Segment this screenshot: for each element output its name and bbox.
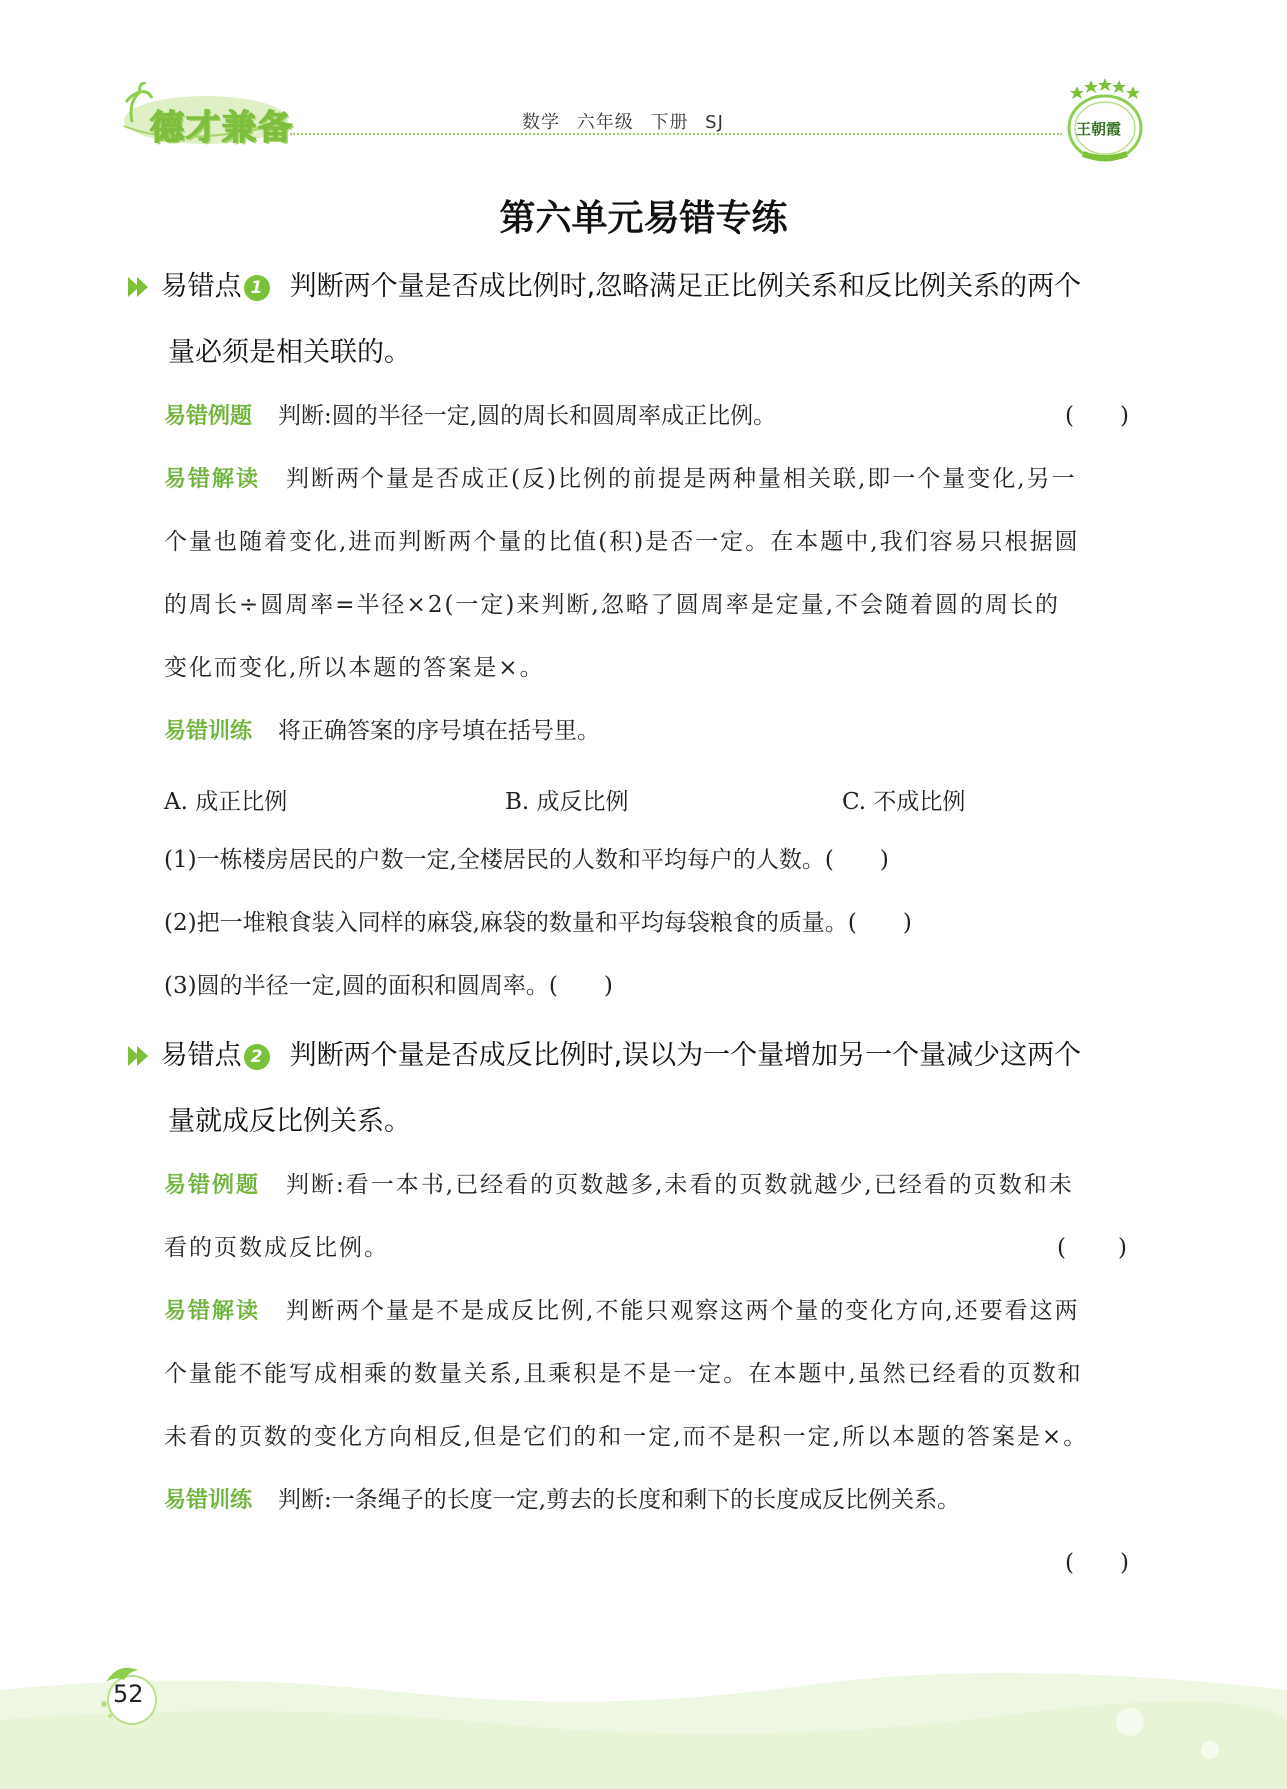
error-point-label: 易错点 [160, 1040, 242, 1071]
analysis-label: 易错解读 [164, 467, 261, 492]
number-badge-2: 2 [244, 1044, 270, 1070]
training-1-text: 将正确答案的序号填在括号里。 [278, 718, 601, 744]
question-2: (2)把一堆粮食装入同样的麻袋,麻袋的数量和平均每袋粮食的质量。( ) [164, 910, 912, 936]
example-1-text: 判断:圆的半径一定,圆的周长和圆周率成正比例。 [278, 403, 777, 429]
error-point-2-heading [128, 1023, 1128, 1089]
error-point-label: 易错点 [160, 271, 242, 302]
question-1: (1)一栋楼房居民的户数一定,全楼居民的人数和平均每户的人数。( ) [164, 847, 889, 873]
double-arrow-icon [128, 1025, 152, 1047]
brand-logo-text: 德才兼备 [150, 108, 294, 148]
example-label: 易错例题 [164, 1173, 261, 1198]
option-a: A. 成正比例 [164, 789, 288, 815]
option-c: C. 不成比例 [842, 789, 966, 815]
page-number: 52 [113, 1680, 144, 1708]
seal-text: 王朝霞 [1076, 120, 1122, 138]
analysis-2-line1: 判断两个量是不是成反比例,不能只观察这两个量的变化方向,还要看这两 [286, 1298, 1080, 1324]
page-title: 第六单元易错专练 [499, 198, 788, 239]
error-point-1-text: 判断两个量是否成比例时,忽略满足正比例关系和反比例关系的两个 [289, 271, 1082, 302]
number-badge-1: 1 [244, 275, 270, 301]
answer-paren[interactable]: ( ) [1065, 403, 1129, 429]
training-2 [164, 1469, 1129, 1532]
subject-line: 数学 六年级 下册 SJ [522, 112, 724, 133]
analysis-1-line2: 个量也随着变化,进而判断两个量的比值(积)是否一定。在本题中,我们容易只根据圆 [164, 529, 1080, 555]
error-point-1-text-cont: 量必须是相关联的。 [168, 337, 411, 368]
analysis-1 [164, 448, 1129, 700]
analysis-2-line2: 个量能不能写成相乘的数量关系,且乘积是不是一定。在本题中,虽然已经看的页数和 [164, 1361, 1083, 1387]
question-3: (3)圆的半径一定,圆的面积和圆周率。( ) [164, 973, 613, 999]
answer-paren[interactable]: ( ) [1057, 1235, 1129, 1261]
answer-paren[interactable]: ( ) [1065, 1550, 1129, 1576]
analysis-label: 易错解读 [164, 1299, 261, 1324]
example-1 [164, 385, 1129, 448]
training-2-text: 判断:一条绳子的长度一定,剪去的长度和剩下的长度成反比例关系。 [278, 1487, 961, 1513]
error-point-2-text-cont: 量就成反比例关系。 [168, 1106, 411, 1137]
training-label: 易错训练 [164, 1488, 253, 1513]
analysis-1-line3: 的周长÷圆周率=半径×2(一定)来判断,忽略了圆周率是定量,不会随着圆的周长的 [164, 592, 1061, 618]
analysis-1-line4: 变化而变化,所以本题的答案是×。 [164, 655, 545, 681]
analysis-1-line1: 判断两个量是否成正(反)比例的前提是两种量相关联,即一个量变化,另一 [286, 466, 1077, 492]
option-b: B. 成反比例 [505, 789, 629, 815]
error-point-2-text: 判断两个量是否成反比例时,误以为一个量增加另一个量减少这两个 [289, 1040, 1082, 1071]
footer-decoration [0, 1650, 1287, 1789]
training-label: 易错训练 [164, 719, 253, 744]
example-2-line1: 判断:看一本书,已经看的页数越多,未看的页数就越少,已经看的页数和未 [286, 1172, 1074, 1198]
error-point-1-heading [128, 254, 1128, 320]
analysis-2-line3: 未看的页数的变化方向相反,但是它们的和一定,而不是积一定,所以本题的答案是×。 [164, 1424, 1089, 1450]
example-2-line2: 看的页数成反比例。 [164, 1235, 389, 1261]
example-label: 易错例题 [164, 404, 253, 429]
analysis-2 [164, 1280, 1129, 1469]
double-arrow-icon [128, 256, 152, 278]
training-1 [164, 700, 1129, 763]
example-2 [164, 1154, 1129, 1280]
